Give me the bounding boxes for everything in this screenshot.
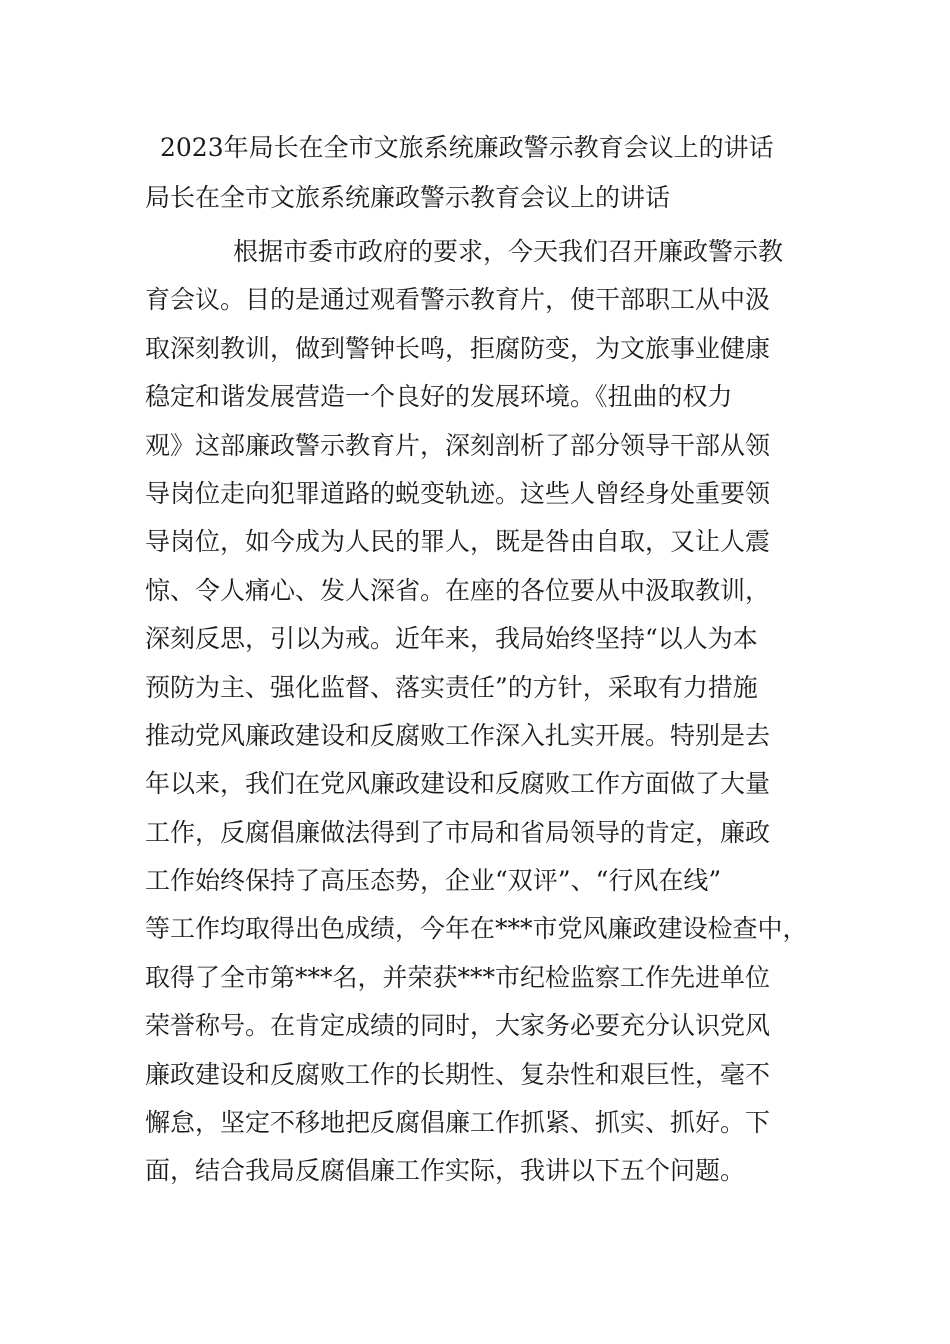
paragraph-line: 等工作均取得出色成绩，今年在***市党风廉政建设检查中，	[145, 914, 808, 944]
paragraph-line: 观》这部廉政警示教育片，深刻剖析了部分领导干部从领	[145, 430, 771, 460]
paragraph-line: 懈怠，坚定不移地把反腐倡廉工作抓紧、抓实、抓好。下	[145, 1108, 771, 1138]
paragraph-line: 廉政建设和反腐败工作的长期性、复杂性和艰巨性，毫不	[145, 1059, 771, 1089]
paragraph-line: 取深刻教训，做到警钟长鸣，拒腐防变，为文旅事业健康	[145, 333, 771, 363]
paragraph-line: 深刻反思，引以为戒。近年来，我局始终坚持“以人为本	[145, 624, 758, 654]
body-paragraph	[145, 228, 835, 1196]
paragraph-line: 取得了全市第***名，并荣获***市纪检监察工作先进单位	[145, 962, 771, 992]
paragraph-line: 年以来，我们在党风廉政建设和反腐败工作方面做了大量	[145, 769, 771, 799]
paragraph-line: 面，结合我局反腐倡廉工作实际，我讲以下五个问题。	[145, 1156, 746, 1186]
document-title: 2023年局长在全市文旅系统廉政警示教育会议上的讲话	[160, 133, 774, 162]
paragraph-line: 工作始终保持了高压态势，企业“双评”、“行风在线”	[145, 866, 722, 896]
paragraph-line: 荣誉称号。在肯定成绩的同时，大家务必要充分认识党风	[145, 1011, 771, 1041]
paragraph-line: 育会议。目的是通过观看警示教育片，使干部职工从中汲	[145, 285, 771, 315]
paragraph-line: 导岗位，如今成为人民的罪人，既是咎由自取，又让人震	[145, 527, 771, 557]
paragraph-line: 预防为主、强化监督、落实责任”的方针，采取有力措施	[145, 672, 758, 702]
paragraph-line: 导岗位走向犯罪道路的蜕变轨迹。这些人曾经身处重要领	[145, 478, 771, 508]
paragraph-line: 根据市委市政府的要求，今天我们召开廉政警示教	[233, 237, 784, 266]
paragraph-line: 推动党风廉政建设和反腐败工作深入扎实开展。特别是去	[145, 720, 771, 750]
paragraph-line: 稳定和谐发展营造一个良好的发展环境。《扭曲的权力	[145, 382, 733, 412]
document-subtitle: 局长在全市文旅系统廉政警示教育会议上的讲话	[145, 183, 671, 212]
paragraph-line: 工作，反腐倡廉做法得到了市局和省局领导的肯定，廉政	[145, 817, 771, 847]
paragraph-line: 惊、令人痛心、发人深省。在座的各位要从中汲取教训，	[145, 575, 771, 605]
